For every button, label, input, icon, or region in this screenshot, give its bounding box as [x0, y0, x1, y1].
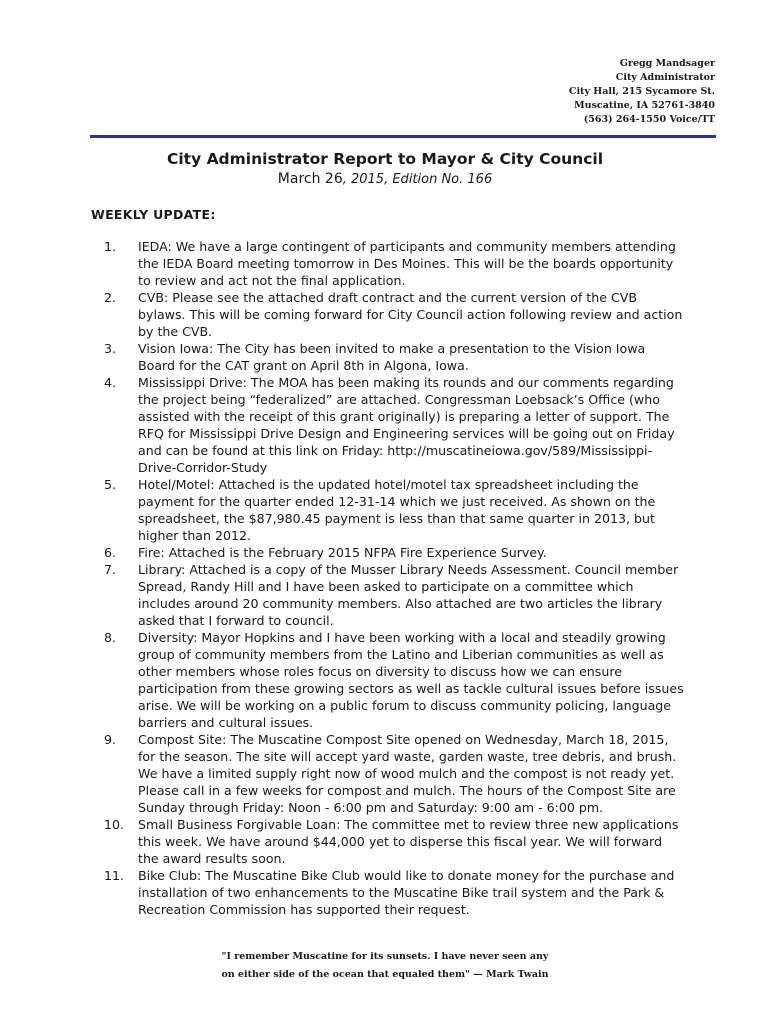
list-item-number: 4.: [104, 375, 117, 390]
quote-line-1: "I remember Muscatine for its sunsets. I have never seen any: [221, 951, 549, 962]
list-item-number: 5.: [104, 477, 117, 492]
list-item-number: 3.: [104, 341, 117, 356]
list-item-text: Bike Club: The Muscatine Bike Club would like to donate money for the purchase and installation of two enhancements to the Muscatine Bike trail system and the Park & Recreation Commission has supported their request.: [138, 868, 675, 917]
list-item-number: 2.: [104, 290, 117, 305]
list-item-text: Vision Iowa: The City has been invited to make a presentation to the Vision Iowa Board for the CAT grant on April 8th in Algona, Iowa.: [138, 341, 646, 373]
list-item: [104, 544, 684, 561]
list-item-number: 6.: [104, 545, 117, 560]
list-item: [104, 561, 684, 629]
list-item: [104, 238, 684, 289]
list-item-number: 9.: [104, 732, 117, 747]
update-list: [104, 238, 684, 918]
list-item-text: Small Business Forgivable Loan: The committee met to review three new applications this week. We have around $44,000 yet to disperse this fiscal year. We will forward the award results soon.: [138, 817, 679, 866]
list-item-text: Diversity: Mayor Hopkins and I have been working with a local and steadily growing group of community members from the Latino and Liberian communities as well as other members whose roles focus on diversity to discuss how we can ensure participation from these growing sectors as well as tackle cultural issues before issues arise. We will be working on a public forum to discuss community policing, language barriers and cultural issues.: [138, 630, 684, 730]
list-item-text: CVB: Please see the attached draft contract and the current version of the CVB bylaws. This will be coming forward for City Council action following review and action by the CVB.: [138, 290, 683, 339]
list-item-number: 7.: [104, 562, 117, 577]
list-item-text: Compost Site: The Muscatine Compost Site opened on Wednesday, March 18, 2015, for the season. The site will accept yard waste, garden waste, tree debris, and brush. We have a limited supply right now of wood mulch and the compost is not ready yet. Please call in a few weeks for compost and mulch. The hours of the Compost Site are Sunday through Friday: Noon - 6:00 pm and Saturday: 9:00 am - 6:00 pm.: [138, 732, 677, 815]
list-item-text: IEDA: We have a large contingent of participants and community members attending the IEDA Board meeting tomorrow in Des Moines. This will be the boards opportunity to review and act not the final application.: [138, 239, 676, 288]
list-item: [104, 289, 684, 340]
list-item: [104, 867, 684, 918]
letterhead-phone: (563) 264-1550 Voice/TT: [583, 114, 715, 125]
letterhead: [569, 57, 715, 127]
letterhead-name: Gregg Mandsager: [619, 58, 715, 69]
list-item-text: Hotel/Motel: Attached is the updated hotel/motel tax spreadsheet including the payment for the quarter ended 12-31-14 which we just received. As shown on the spreadsheet, the $87,980.45 payment is less than that same quarter in 2013, but higher than 2012.: [138, 477, 656, 543]
quote-line-2: on either side of the ocean that equaled them" — Mark Twain: [221, 969, 549, 980]
list-item-text: Mississippi Drive: The MOA has been making its rounds and our comments regarding the project being “federalized” are attached. Congressman Loebsack’s Office (who assisted with the receipt of this grant originally) is preparing a letter of support. The RFQ for Mississippi Drive Design and Engineering services will be going out on Friday and can be found at this link on Friday: http://muscatineiowa.gov/589/Mississippi-Drive-Corridor-Study: [138, 375, 675, 475]
letterhead-city: Muscatine, IA 52761-3840: [574, 100, 715, 111]
report-date-line: [0, 171, 770, 187]
list-item: [104, 816, 684, 867]
list-item-number: 10.: [104, 817, 125, 832]
list-item: [104, 731, 684, 816]
section-heading: WEEKLY UPDATE:: [91, 207, 216, 222]
list-item-number: 11.: [104, 868, 125, 883]
list-item: [104, 629, 684, 731]
list-item: [104, 374, 684, 476]
list-item-number: 1.: [104, 239, 117, 254]
footer-quote: [0, 948, 770, 984]
letterhead-title: City Administrator: [615, 72, 715, 83]
list-item-number: 8.: [104, 630, 117, 645]
letterhead-address: City Hall, 215 Sycamore St.: [568, 86, 715, 97]
report-edition: , 2015, Edition No. 166: [342, 172, 493, 187]
list-item: [104, 340, 684, 374]
list-item-text: Fire: Attached is the February 2015 NFPA Fire Experience Survey.: [138, 545, 547, 560]
report-title: City Administrator Report to Mayor & City Council: [166, 150, 604, 168]
header-divider: [90, 135, 716, 138]
list-item: [104, 476, 684, 544]
list-item-text: Library: Attached is a copy of the Musser Library Needs Assessment. Council member Spread, Randy Hill and I have been asked to participate on a committee which includes around 20 community members. Also attached are two articles the library asked that I forward to council.: [138, 562, 679, 628]
report-date: March 26: [277, 171, 343, 187]
